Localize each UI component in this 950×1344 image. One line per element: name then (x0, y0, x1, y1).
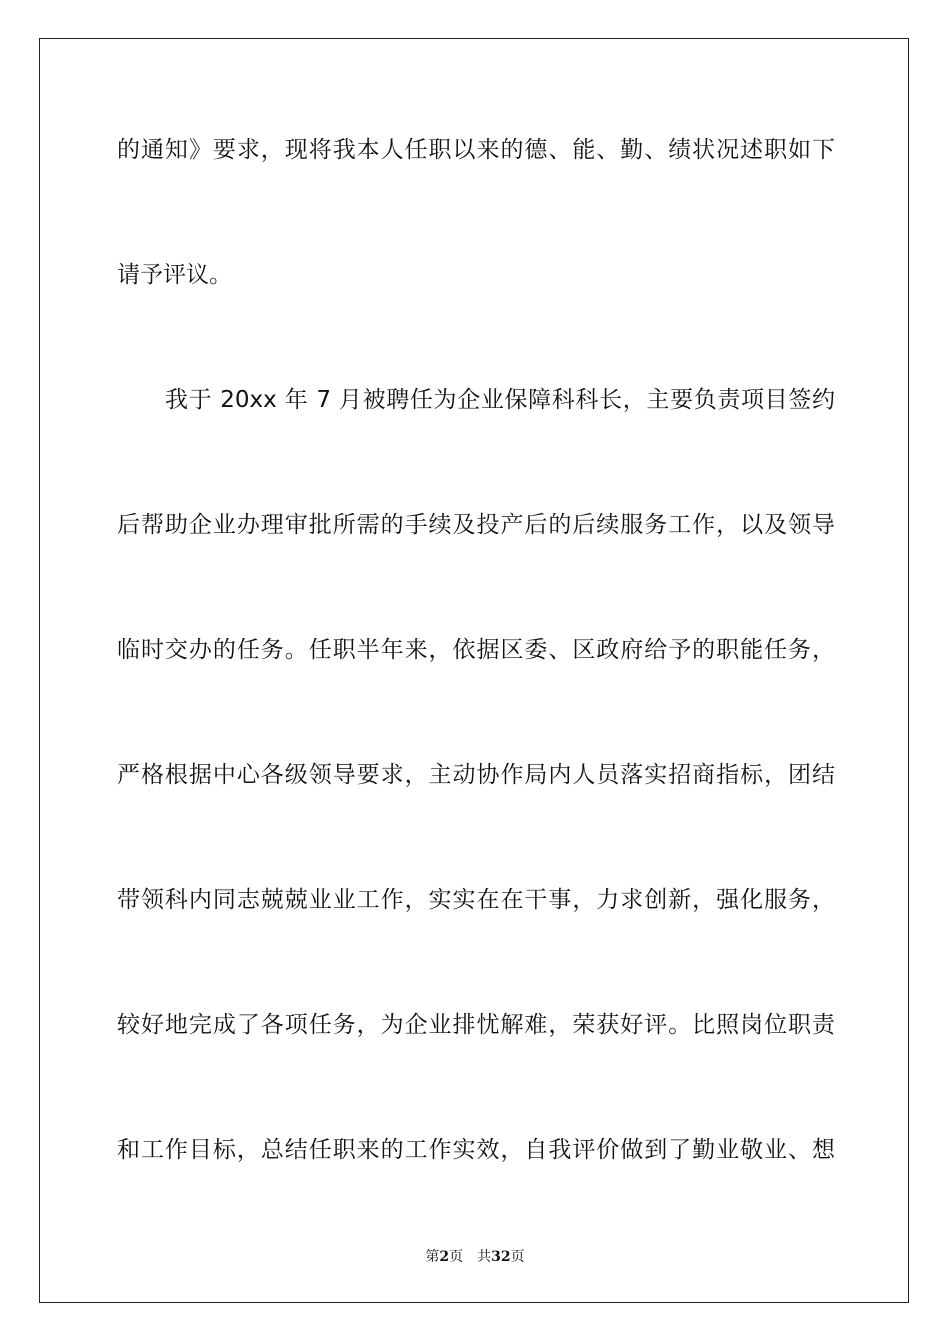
text-line-6: 严格根据中心各级领导要求，主动协作局内人员落实招商指标，团结 (117, 762, 835, 788)
text-line-4: 后帮助企业办理审批所需的手续及投产后的后续服务工作，以及领导 (117, 512, 835, 538)
text-line-7: 带领科内同志兢兢业业工作，实实在在干事，力求创新，强化服务， (117, 887, 835, 913)
text-line-3: 我于 20xx 年 7 月被聘任为企业保障科科长，主要负责项目签约 (165, 387, 835, 413)
total-pages: 32 (491, 1249, 511, 1265)
document-body (117, 120, 835, 1245)
text-line-8: 较好地完成了各项任务，为企业排忧解难，荣获好评。比照岗位职责 (117, 1012, 835, 1038)
page-number: 2 (439, 1249, 450, 1265)
text-line-1: 的通知》要求，现将我本人任职以来的德、能、勤、绩状况述职如下 (117, 137, 835, 163)
page-prefix: 第 (425, 1249, 440, 1265)
page-suffix: 页 (449, 1249, 464, 1265)
total-suffix: 页 (510, 1249, 525, 1265)
total-prefix: 共 (477, 1249, 492, 1265)
text-line-2: 请予评议。 (117, 262, 232, 288)
text-line-9: 和工作目标，总结任职来的工作实效，自我评价做到了勤业敬业、想 (117, 1137, 835, 1163)
text-line-5: 临时交办的任务。任职半年来，依据区委、区政府给予的职能任务， (117, 637, 835, 663)
page-footer (0, 1246, 950, 1266)
